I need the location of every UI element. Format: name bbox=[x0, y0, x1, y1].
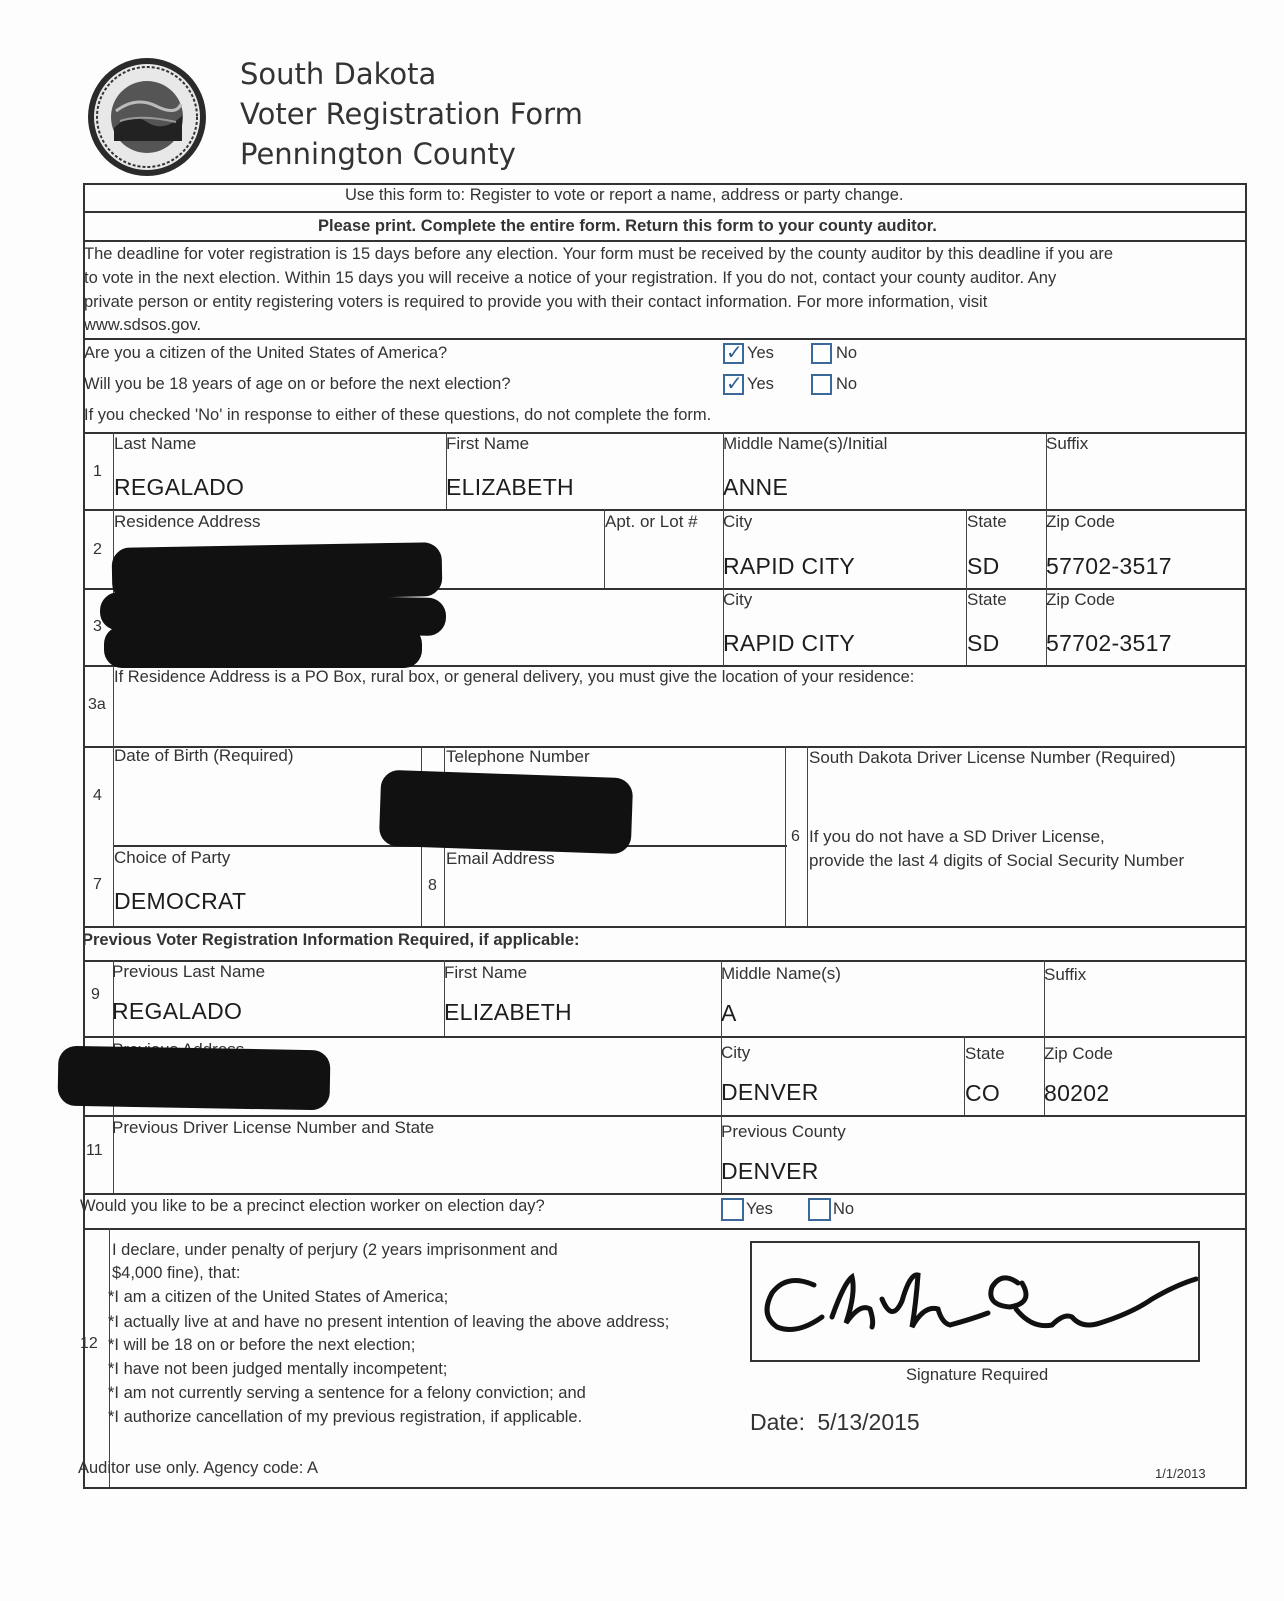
residence-state-value[interactable]: SD bbox=[967, 553, 1000, 579]
ssn-instruction-line-2: provide the last 4 digits of Social Security Number bbox=[809, 851, 1185, 870]
last-name-label: Last Name bbox=[114, 434, 197, 453]
previous-middle-name-label: Middle Name(s) bbox=[721, 964, 841, 983]
row-number-2: 2 bbox=[93, 541, 102, 558]
mailing-city-label: City bbox=[723, 590, 753, 609]
age-yes-checkbox[interactable] bbox=[723, 374, 744, 395]
previous-county-label: Previous County bbox=[721, 1122, 846, 1141]
previous-zip-value[interactable]: 80202 bbox=[1044, 1080, 1110, 1106]
check-icon: ✓ bbox=[726, 373, 743, 395]
deadline-line-2: to vote in the next election. Within 15 days you will receive a notice of your registration. If you do not, contact your county auditor. Any bbox=[84, 269, 1057, 287]
first-name-label: First Name bbox=[446, 434, 530, 453]
residence-state-label: State bbox=[967, 512, 1007, 531]
mailing-zip-value[interactable]: 57702-3517 bbox=[1046, 630, 1172, 656]
redaction-mark bbox=[104, 626, 422, 668]
row-number-4: 4 bbox=[93, 787, 102, 804]
poll-worker-yes-checkbox[interactable] bbox=[721, 1198, 744, 1221]
ssn-instruction-line-1: If you do not have a SD Driver License, bbox=[809, 827, 1105, 846]
declaration-line-2: $4,000 fine), that: bbox=[112, 1264, 241, 1282]
previous-county-value[interactable]: DENVER bbox=[721, 1158, 819, 1184]
previous-city-label: City bbox=[721, 1043, 751, 1062]
redaction-mark bbox=[57, 1046, 330, 1111]
residence-city-value[interactable]: RAPID CITY bbox=[723, 553, 856, 579]
signature-date bbox=[750, 1409, 920, 1436]
suffix-label: Suffix bbox=[1046, 434, 1089, 453]
previous-zip-label: Zip Code bbox=[1044, 1044, 1113, 1063]
citizen-question: Are you a citizen of the United States of America? bbox=[84, 344, 448, 362]
declaration-line-5: *I will be 18 on or before the next election; bbox=[108, 1336, 416, 1354]
deadline-line-1: The deadline for voter registration is 15 days before any election. Your form must be received by the county auditor by this deadline if you are bbox=[84, 245, 1114, 263]
age-no-checkbox[interactable] bbox=[811, 374, 832, 395]
form-version: 1/1/2013 bbox=[1155, 1466, 1206, 1481]
header-state: South Dakota bbox=[240, 57, 437, 91]
citizen-yes-checkbox[interactable] bbox=[723, 343, 744, 364]
row-number-3a: 3a bbox=[88, 696, 106, 713]
check-icon: ✓ bbox=[726, 342, 743, 364]
row-number-8: 8 bbox=[428, 877, 437, 894]
mailing-zip-label: Zip Code bbox=[1046, 590, 1115, 609]
previous-registration-heading: Previous Voter Registration Information Required, if applicable: bbox=[82, 931, 580, 949]
age-yes-label: Yes bbox=[747, 375, 774, 393]
deadline-line-4: www.sdsos.gov. bbox=[84, 316, 202, 334]
mailing-city-value[interactable]: RAPID CITY bbox=[723, 630, 856, 656]
previous-first-name-value[interactable]: ELIZABETH bbox=[444, 999, 572, 1025]
residence-zip-value[interactable]: 57702-3517 bbox=[1046, 553, 1172, 579]
party-value[interactable]: DEMOCRAT bbox=[114, 888, 247, 914]
poll-worker-question: Would you like to be a precinct election worker on election day? bbox=[80, 1197, 545, 1215]
middle-name-label: Middle Name(s)/Initial bbox=[723, 434, 888, 453]
row-number-7: 7 bbox=[93, 876, 102, 893]
last-name-value[interactable]: REGALADO bbox=[114, 474, 245, 500]
deadline-line-3: private person or entity registering voters is required to provide you with their contact information. For more information, visit bbox=[84, 293, 988, 311]
signature-box[interactable] bbox=[750, 1241, 1200, 1362]
date-of-birth-label: Date of Birth (Required) bbox=[114, 746, 294, 765]
email-label: Email Address bbox=[446, 849, 555, 868]
middle-name-value[interactable]: ANNE bbox=[723, 474, 789, 500]
auditor-use-note: Auditor use only. Agency code: A bbox=[78, 1459, 319, 1477]
poll-worker-no-checkbox[interactable] bbox=[808, 1198, 831, 1221]
header-county: Pennington County bbox=[240, 137, 516, 171]
citizen-no-label: No bbox=[836, 344, 858, 362]
residence-city-label: City bbox=[723, 512, 753, 531]
residence-zip-label: Zip Code bbox=[1046, 512, 1115, 531]
previous-license-label: Previous Driver License Number and State bbox=[112, 1118, 435, 1137]
date-label: Date: bbox=[750, 1409, 805, 1435]
instruction-use: Use this form to: Register to vote or report a name, address or party change. bbox=[345, 186, 904, 204]
declaration-line-7: *I am not currently serving a sentence for a felony conviction; and bbox=[108, 1384, 586, 1402]
citizen-no-checkbox[interactable] bbox=[811, 343, 832, 364]
mailing-state-label: State bbox=[967, 590, 1007, 609]
first-name-value[interactable]: ELIZABETH bbox=[446, 474, 574, 500]
eligibility-note: If you checked 'No' in response to either of these questions, do not complete the form. bbox=[84, 406, 712, 424]
redaction-mark bbox=[379, 770, 633, 855]
previous-suffix-label: Suffix bbox=[1044, 965, 1087, 984]
row-number-11: 11 bbox=[86, 1142, 103, 1159]
telephone-label: Telephone Number bbox=[446, 747, 590, 766]
party-label: Choice of Party bbox=[114, 848, 231, 867]
previous-state-value[interactable]: CO bbox=[965, 1080, 1001, 1106]
date-value[interactable]: 5/13/2015 bbox=[817, 1409, 920, 1435]
age-no-label: No bbox=[836, 375, 858, 393]
mailing-state-value[interactable]: SD bbox=[967, 630, 1000, 656]
apt-lot-label: Apt. or Lot # bbox=[605, 512, 698, 531]
declaration-line-6: *I have not been judged mentally incompetent; bbox=[108, 1360, 448, 1378]
signature-image bbox=[752, 1243, 1198, 1360]
previous-last-name-label: Previous Last Name bbox=[112, 962, 266, 981]
previous-first-name-label: First Name bbox=[444, 963, 528, 982]
poll-worker-yes-label: Yes bbox=[746, 1200, 773, 1218]
row-number-6: 6 bbox=[791, 828, 800, 845]
poll-worker-no-label: No bbox=[833, 1200, 855, 1218]
row-number-1: 1 bbox=[93, 463, 102, 480]
declaration-line-1: I declare, under penalty of perjury (2 years imprisonment and bbox=[112, 1241, 558, 1259]
age-question: Will you be 18 years of age on or before the next election? bbox=[84, 375, 511, 393]
declaration-line-8: *I authorize cancellation of my previous registration, if applicable. bbox=[108, 1408, 583, 1426]
previous-middle-name-value[interactable]: A bbox=[721, 1000, 737, 1026]
residence-location-label: If Residence Address is a PO Box, rural box, or general delivery, you must give the location of your residence: bbox=[114, 668, 915, 686]
previous-city-value[interactable]: DENVER bbox=[721, 1079, 819, 1105]
declaration-line-3: *I am a citizen of the United States of America; bbox=[108, 1288, 449, 1306]
row-number-9: 9 bbox=[91, 986, 100, 1003]
previous-last-name-value[interactable]: REGALADO bbox=[112, 998, 243, 1024]
state-seal bbox=[86, 56, 208, 178]
previous-state-label: State bbox=[965, 1044, 1005, 1063]
residence-address-label: Residence Address bbox=[114, 512, 261, 531]
row-number-3: 3 bbox=[93, 618, 102, 635]
sd-license-label: South Dakota Driver License Number (Required) bbox=[809, 748, 1176, 767]
signature-required-label: Signature Required bbox=[906, 1366, 1049, 1384]
citizen-yes-label: Yes bbox=[747, 344, 774, 362]
row-number-12: 12 bbox=[80, 1335, 98, 1352]
form-title: Voter Registration Form bbox=[240, 97, 583, 131]
instruction-print: Please print. Complete the entire form. Return this form to your county auditor. bbox=[318, 217, 937, 235]
declaration-line-4: *I actually live at and have no present intention of leaving the above address; bbox=[108, 1313, 670, 1331]
